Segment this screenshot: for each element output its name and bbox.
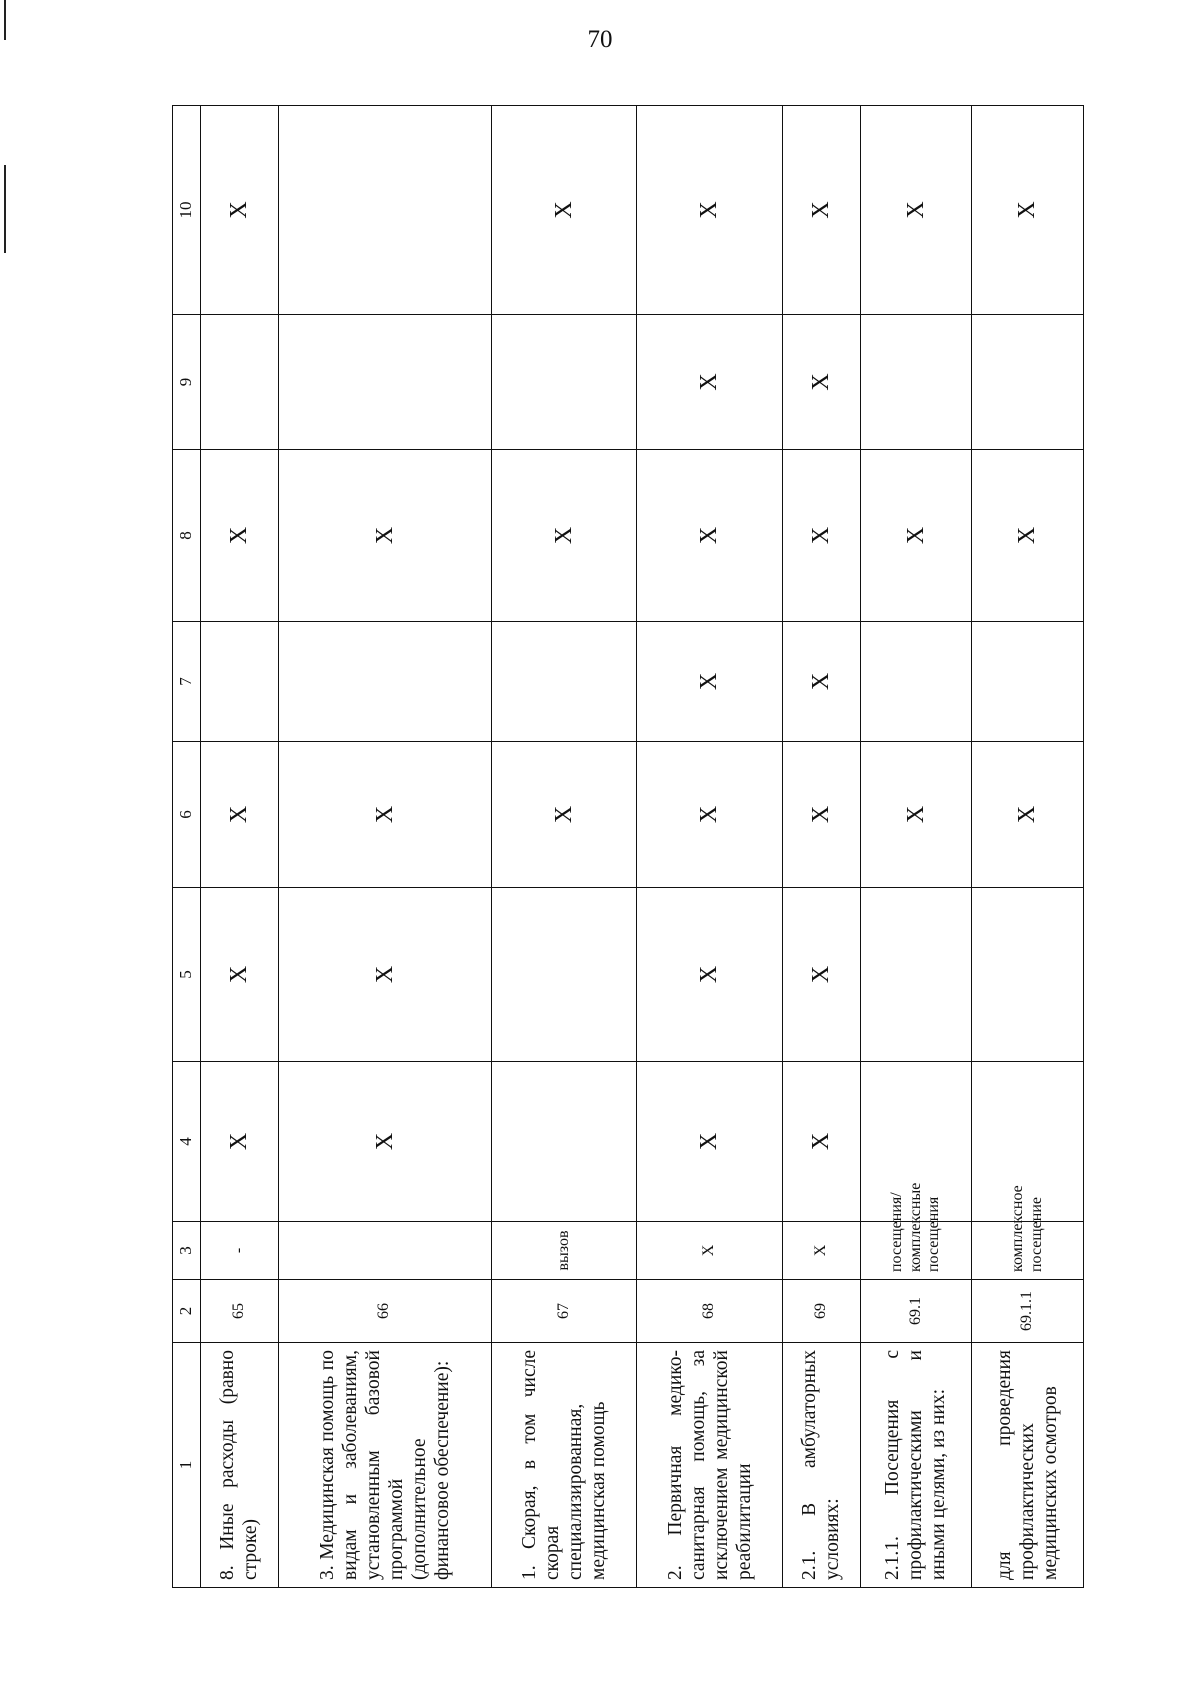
line-number-cell: 65 (201, 1280, 279, 1343)
page-number: 70 (587, 26, 613, 53)
cell-col-4: X (782, 1062, 860, 1222)
cell-col-10: X (201, 106, 279, 315)
rotated-table-area (172, 106, 1084, 1588)
unit-cell: X (637, 1222, 782, 1280)
cell-col-8: X (972, 450, 1084, 622)
cell-col-7: X (782, 622, 860, 742)
col-header-9: 9 (173, 315, 201, 450)
cell-col-7 (491, 622, 636, 742)
line-number-cell: 67 (491, 1280, 636, 1343)
row-name-cell: 2. Первичная медико-санитарная помощь, за исключением медицинской реабилитации (637, 1343, 782, 1588)
cell-col-8: X (201, 450, 279, 622)
cell-col-8: X (637, 450, 782, 622)
cell-col-6: X (637, 742, 782, 888)
row-name-cell: 1. Скорая, в том числе скорая специализированная, медицинская помощь (491, 1343, 636, 1588)
row-name-cell: 8. Иные расходы (равно строке) (201, 1343, 279, 1588)
cell-col-4 (491, 1062, 636, 1222)
cell-col-9 (278, 315, 491, 450)
cell-col-6: X (201, 742, 279, 888)
unit-cell: комплексное посещение (972, 1222, 1084, 1280)
cell-col-10 (278, 106, 491, 315)
row-name-cell: для проведения профилактических медицинских осмотров (972, 1343, 1084, 1588)
row-name-cell: 2.1.1. Посещения с профилактическими и иными целями, из них: (860, 1343, 972, 1588)
cell-col-8: X (782, 450, 860, 622)
data-table (172, 105, 1084, 1588)
col-header-8: 8 (173, 450, 201, 622)
cell-col-4: X (201, 1062, 279, 1222)
cell-col-4: X (637, 1062, 782, 1222)
cell-col-7 (201, 622, 279, 742)
col-header-4: 4 (173, 1062, 201, 1222)
col-header-5: 5 (173, 888, 201, 1062)
cell-col-9 (201, 315, 279, 450)
line-number-cell: 69.1 (860, 1280, 972, 1343)
col-header-2: 2 (173, 1280, 201, 1343)
cell-col-5 (972, 888, 1084, 1062)
cell-col-5: X (637, 888, 782, 1062)
cell-col-10: X (637, 106, 782, 315)
table-row (491, 106, 636, 1588)
cell-col-5: X (782, 888, 860, 1062)
table-row (860, 106, 972, 1588)
binding-mark-middle (4, 165, 6, 253)
line-number-cell: 66 (278, 1280, 491, 1343)
cell-col-7 (278, 622, 491, 742)
cell-col-5 (491, 888, 636, 1062)
table-row (637, 106, 782, 1588)
unit-cell: вызов (491, 1222, 636, 1280)
cell-col-7: X (637, 622, 782, 742)
unit-cell (278, 1222, 491, 1280)
cell-col-8: X (491, 450, 636, 622)
table-row (782, 106, 860, 1588)
cell-col-10: X (972, 106, 1084, 315)
unit-cell: посещения/ комплексные посещения (860, 1222, 972, 1280)
col-header-1: 1 (173, 1343, 201, 1588)
line-number-cell: 69.1.1 (972, 1280, 1084, 1343)
col-header-10: 10 (173, 106, 201, 315)
cell-col-8: X (860, 450, 972, 622)
cell-col-5 (860, 888, 972, 1062)
row-name-cell: 2.1. В амбулаторных условиях: (782, 1343, 860, 1588)
cell-col-4: X (278, 1062, 491, 1222)
unit-cell: - (201, 1222, 279, 1280)
cell-col-6: X (278, 742, 491, 888)
table-row (201, 106, 279, 1588)
table-row (278, 106, 491, 1588)
cell-col-9: X (782, 315, 860, 450)
cell-col-6: X (972, 742, 1084, 888)
col-header-6: 6 (173, 742, 201, 888)
cell-col-6: X (860, 742, 972, 888)
cell-col-9: X (637, 315, 782, 450)
cell-col-9 (860, 315, 972, 450)
cell-col-6: X (491, 742, 636, 888)
line-number-cell: 68 (637, 1280, 782, 1343)
unit-cell: X (782, 1222, 860, 1280)
cell-col-8: X (278, 450, 491, 622)
line-number-cell: 69 (782, 1280, 860, 1343)
table-row (972, 106, 1084, 1588)
col-header-7: 7 (173, 622, 201, 742)
cell-col-10: X (782, 106, 860, 315)
cell-col-9 (491, 315, 636, 450)
row-name-cell: 3. Медицинская помощь по видам и заболеваниям, установленным базовой программой (дополнительное финансовое обеспечение): (278, 1343, 491, 1588)
col-header-3: 3 (173, 1222, 201, 1280)
cell-col-5: X (201, 888, 279, 1062)
cell-col-5: X (278, 888, 491, 1062)
cell-col-7 (972, 622, 1084, 742)
binding-mark-top (4, 0, 6, 40)
cell-col-10: X (860, 106, 972, 315)
header-row (173, 106, 201, 1588)
cell-col-6: X (782, 742, 860, 888)
cell-col-10: X (491, 106, 636, 315)
cell-col-9 (972, 315, 1084, 450)
rotated-table-frame (172, 106, 1084, 1588)
cell-col-7 (860, 622, 972, 742)
